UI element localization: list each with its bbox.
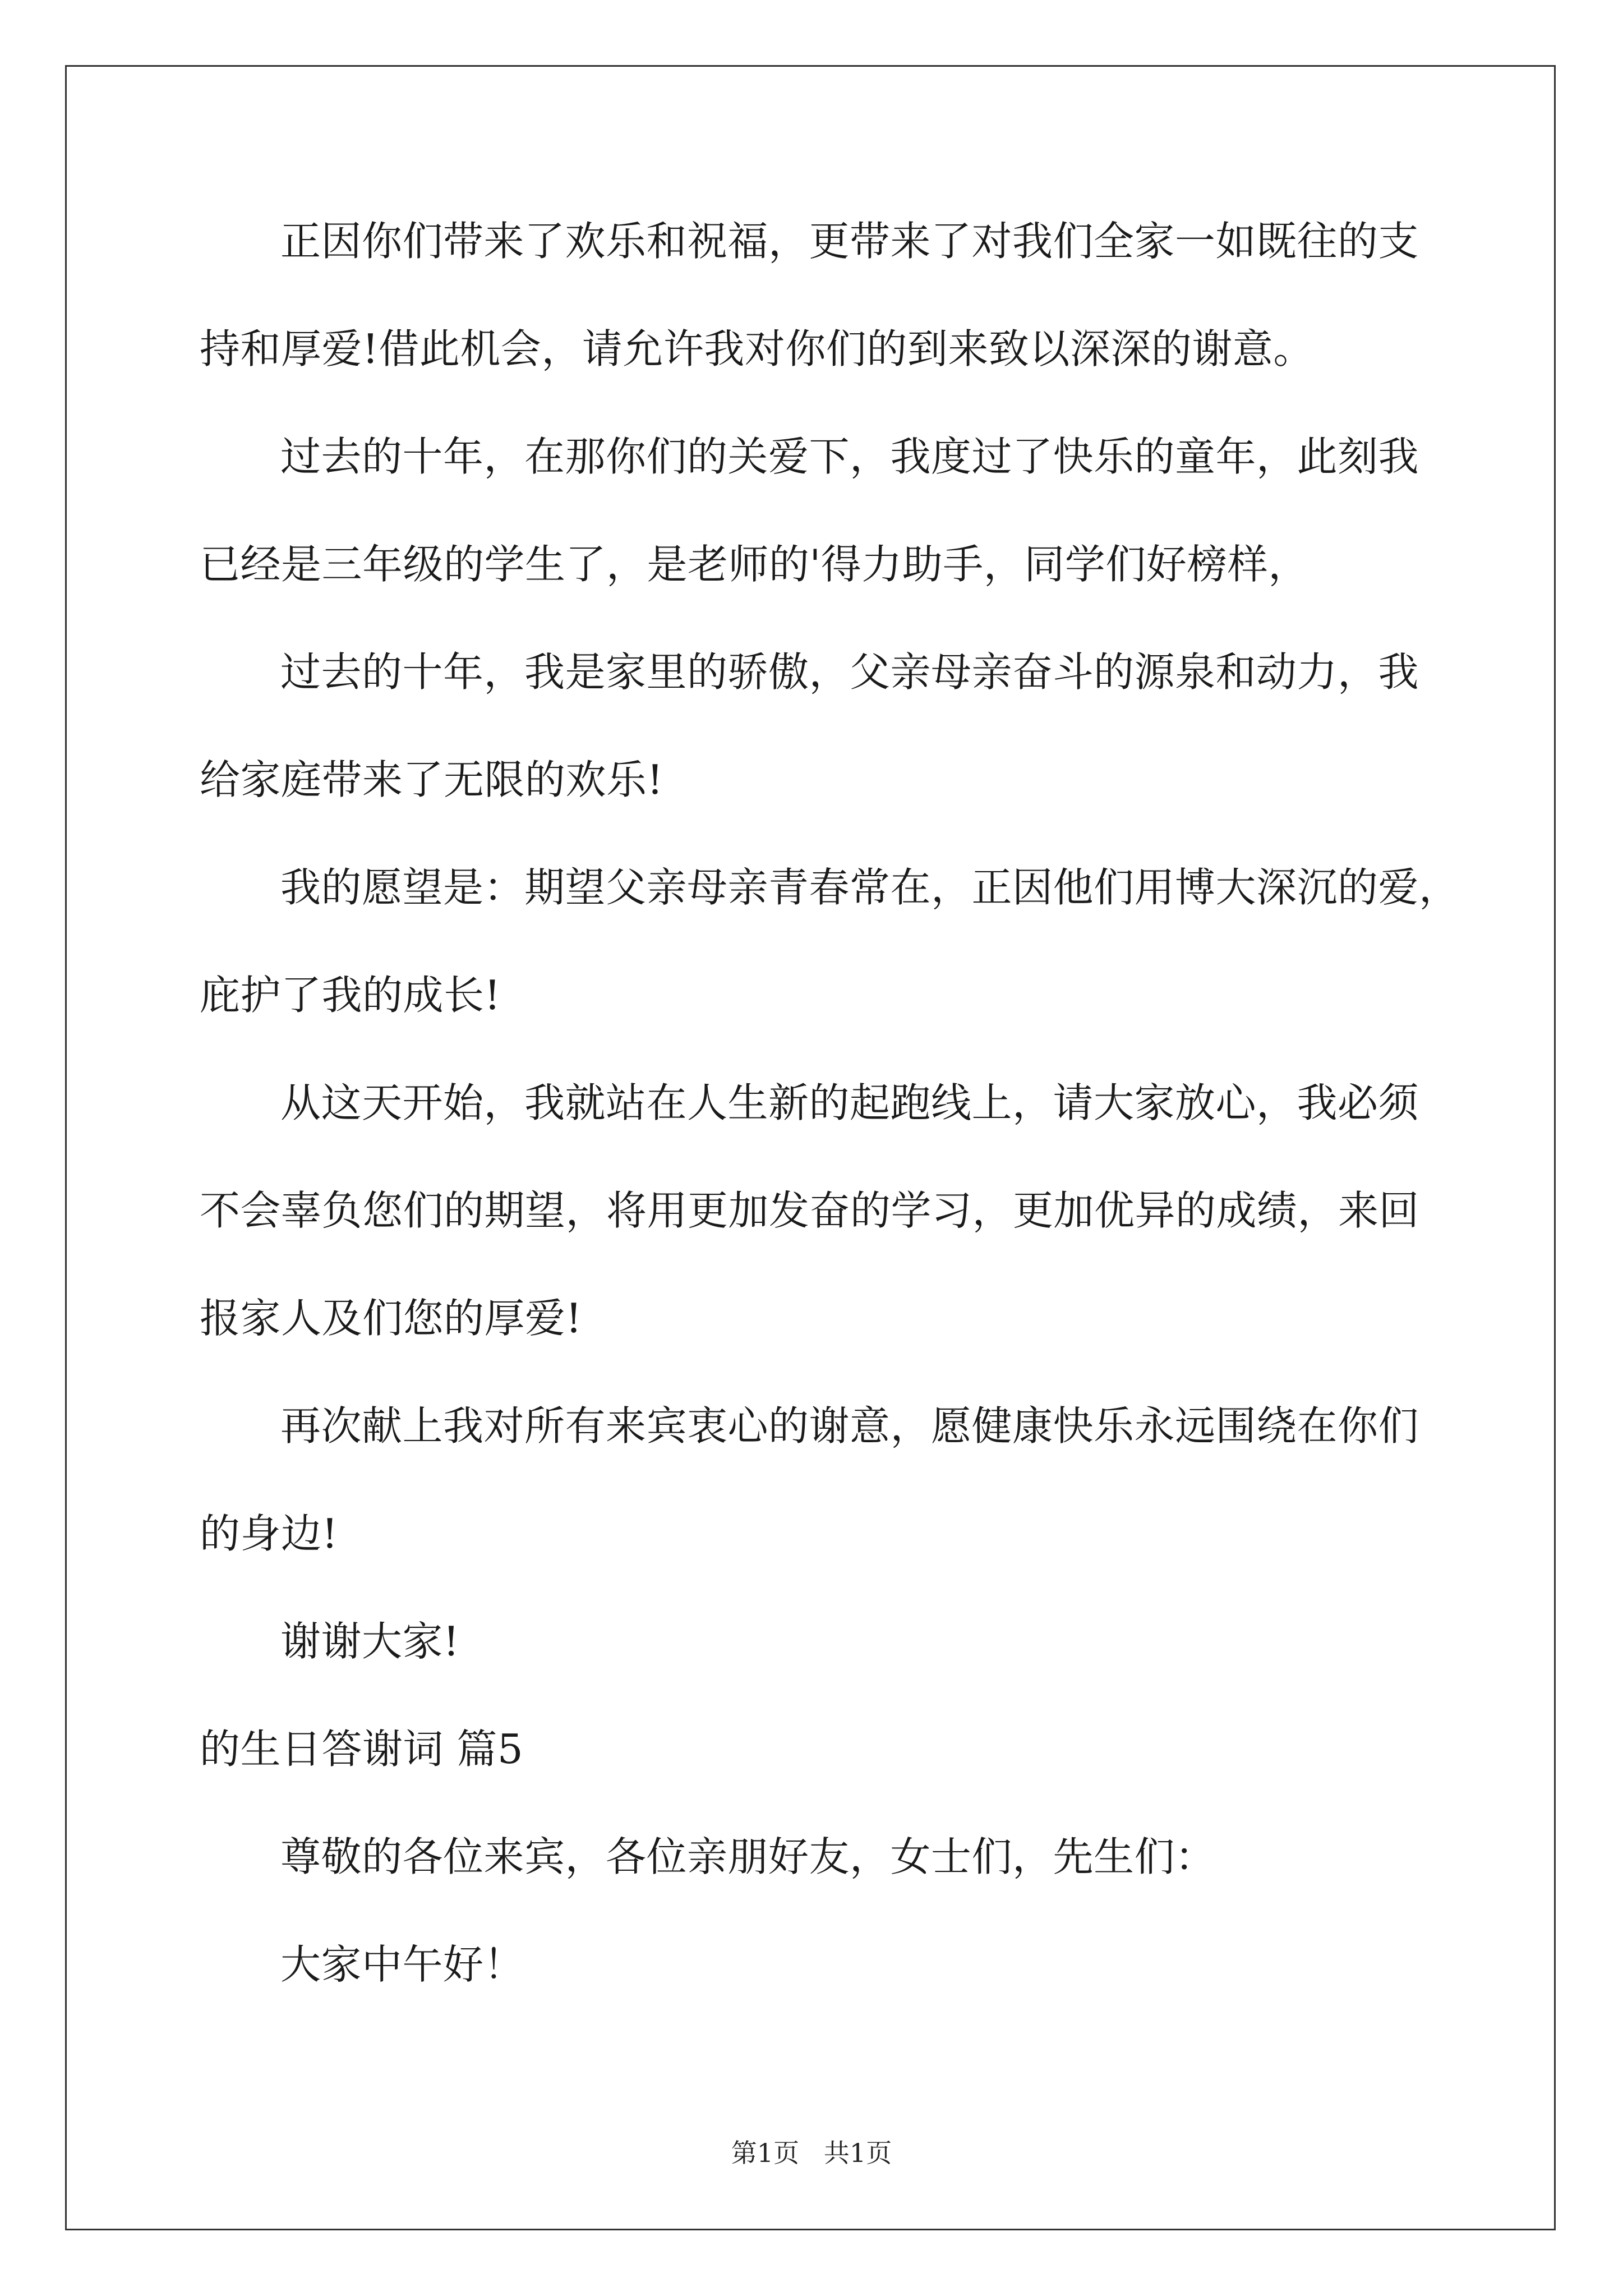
paragraph-line: 过去的十年，在那你们的关爱下，我度过了快乐的童年，此刻我 xyxy=(280,433,1419,480)
paragraph-line: 从这天开始，我就站在人生新的起跑线上，请大家放心，我必须 xyxy=(280,1079,1419,1126)
paragraph-line: 已经是三年级的学生了，是老师的'得力助手，同学们好榜样， xyxy=(200,541,1309,588)
paragraph-line: 我的愿望是：期望父亲母亲青春常在，正因他们用博大深沉的爱， xyxy=(280,864,1460,911)
paragraph-line: 的身边! xyxy=(200,1510,338,1557)
paragraph-line: 过去的十年，我是家里的骄傲，父亲母亲奋斗的源泉和动力，我 xyxy=(280,648,1419,696)
page-number-label: 第1页 共1页 xyxy=(731,2138,892,2168)
paragraph-line: 持和厚爱!借此机会，请允许我对你们的到来致以深深的谢意。 xyxy=(200,325,1314,372)
section-heading: 的生日答谢词 篇5 xyxy=(200,1726,524,1773)
paragraph-line: 庇护了我的成长! xyxy=(200,972,501,1019)
paragraph-line: 不会辜负您们的期望，将用更加发奋的学习，更加优异的成绩，来回 xyxy=(200,1187,1420,1234)
paragraph-line: 大家中午好！ xyxy=(280,1941,525,1988)
paragraph-line: 报家人及们您的厚爱! xyxy=(200,1295,582,1342)
paragraph-line: 尊敬的各位来宾，各位亲朋好友，女士们，先生们： xyxy=(280,1833,1216,1880)
paragraph-line: 谢谢大家! xyxy=(280,1618,460,1665)
paragraph-line: 正因你们带来了欢乐和祝福，更带来了对我们全家一如既往的支 xyxy=(280,218,1419,265)
paragraph-line: 给家庭带来了无限的欢乐! xyxy=(200,756,663,803)
paragraph-line: 再次献上我对所有来宾衷心的谢意，愿健康快乐永远围绕在你们 xyxy=(280,1402,1419,1450)
page-footer xyxy=(0,2136,1623,2170)
page-frame xyxy=(65,65,1556,2230)
